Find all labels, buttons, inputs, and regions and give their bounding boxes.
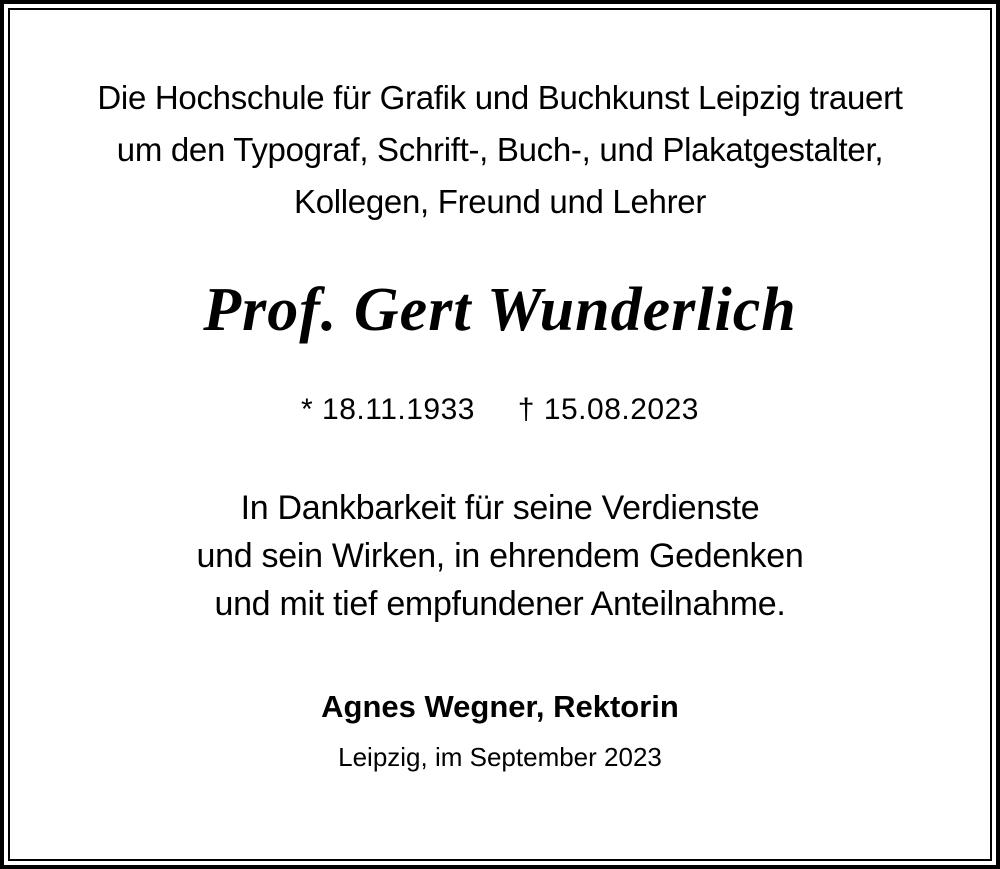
life-dates xyxy=(10,390,990,430)
death-date: † 15.08.2023 xyxy=(517,393,699,426)
tribute-line-2: und sein Wirken, in ehrendem Gedenken xyxy=(196,537,804,575)
intro-line-1: Die Hochschule für Grafik und Buchkunst Leipzig trauert xyxy=(97,79,903,116)
signature-name-title: Agnes Wegner, Rektorin xyxy=(321,689,679,724)
tribute-paragraph xyxy=(10,484,990,628)
tribute-line-3: und mit tief empfundener Anteilnahme. xyxy=(214,585,786,623)
intro-line-3: Kollegen, Freund und Lehrer xyxy=(293,183,707,220)
intro-line-2: um den Typograf, Schrift-, Buch-, und Plakatgestalter, xyxy=(116,131,884,168)
tribute-line-1: In Dankbarkeit für seine Verdienste xyxy=(240,489,760,527)
deceased-name: Prof. Gert Wunderlich xyxy=(203,276,797,344)
birth-date: * 18.11.1933 xyxy=(301,393,475,426)
intro-paragraph xyxy=(10,72,990,228)
place-and-date: Leipzig, im September 2023 xyxy=(338,742,662,772)
obituary-inner-frame xyxy=(8,8,992,861)
